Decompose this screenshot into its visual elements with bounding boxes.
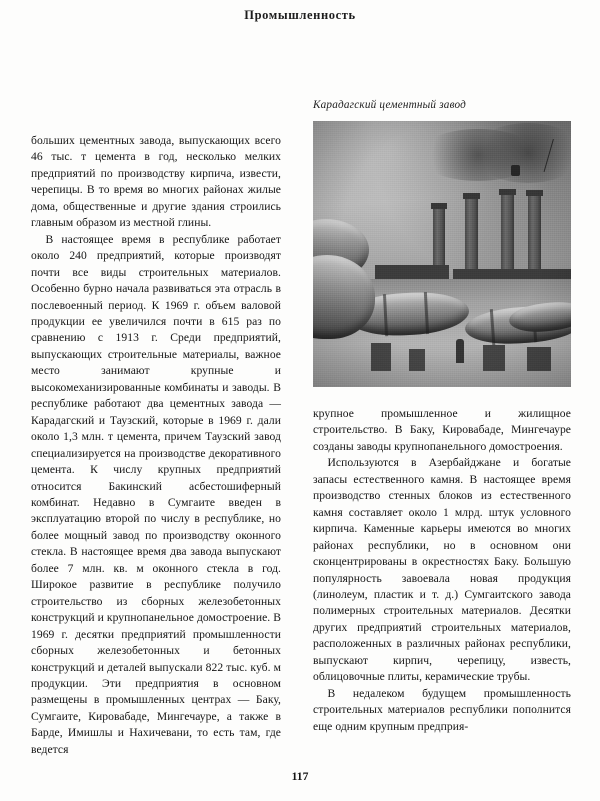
body-text-left-column (31, 133, 281, 758)
figure-block (313, 99, 571, 387)
paragraph: В настоящее время в республике работает около 240 предприятий, которые производят почти все виды строительных материалов. Особенно бурно начала развиваться эта отрасль в послевоенный период. К 1969 г. объем валовой продукции ее увеличился почти в 615 раз по сравнению с 1913 г. Среди предприятий, выпускающих строительные материалы, важное место занимают крупные и высокомеханизированные комбинаты и заводы. В республике работают два цементных завода — Карадагский и Таузский, которые в 1969 г. дали около 1,3 млн. т цемента, причем Таузский завод специализируется на производстве декоративного цемента. К числу крупных предприятий относится Бакинский асбестошиферный комбинат. Недавно в Сумгаите введен в эксплуатацию второй по числу в республике, но более мощный завод по производству оконного стекла. В настоящее время два завода выпускают более 7 млн. кв. м оконного стекла в год. Широкое развитие в республике получило строительство из сборных железобетонных конструкций и крупнопанельное домостроение. В 1969 г. десятки предприятий промышленности сборных железобетонных и бетонных конструкций и деталей выпускали 822 тыс. куб. м продукции. Эти предприятия в основном размещены в промышленных центрах — Баку, Сумгаите, Кировабаде, Мингечауре, а также в Барде, Имишлы и Нахичевани, то есть там, где ведется (31, 232, 281, 756)
paragraph: больших цементных завода, выпускающих всего 46 тыс. т цемента в год, несколько мелких предприятий по производству кирпича, извести, черепицы. В то время во многих районах жилые дома, общественные и другие здания строились главным образом из местной глины. (31, 134, 281, 230)
paragraph: В недалеком будущем промышленность строительных материалов республики пополнится еще одним крупным предприя- (313, 686, 571, 733)
paragraph: крупное промышленное и жилищное строительство. В Баку, Кировабаде, Мингечауре созданы заводы крупнопанельного домостроения. (313, 407, 571, 453)
cement-plant-photograph (313, 121, 571, 387)
figure-caption: Карадагский цементный завод (313, 99, 466, 111)
running-head: Промышленность (244, 8, 356, 22)
paragraph: Используются в Азербайджане и богатые запасы естественного камня. В настоящее время производство стенных блоков из естественного камня составляет около 1 млрд. штук условного кирпича. Каменные карьеры имеются во многих районах республики, но в основном они сконцентрированы в окрестностях Баку. Большую популярность завоевала новая продукция (линолеум, пластик и т. д.) Сумгаитского завода полимерных строительных материалов. Десятки других предприятий строительных материалов, расположенных в различных районах республики, выпускают кирпич, черепицу, известь, облицовочные плиты, керамические трубы. (313, 456, 571, 684)
body-text-right-column (313, 406, 571, 735)
photo-vignette (313, 121, 571, 387)
page-number: 117 (291, 770, 309, 783)
